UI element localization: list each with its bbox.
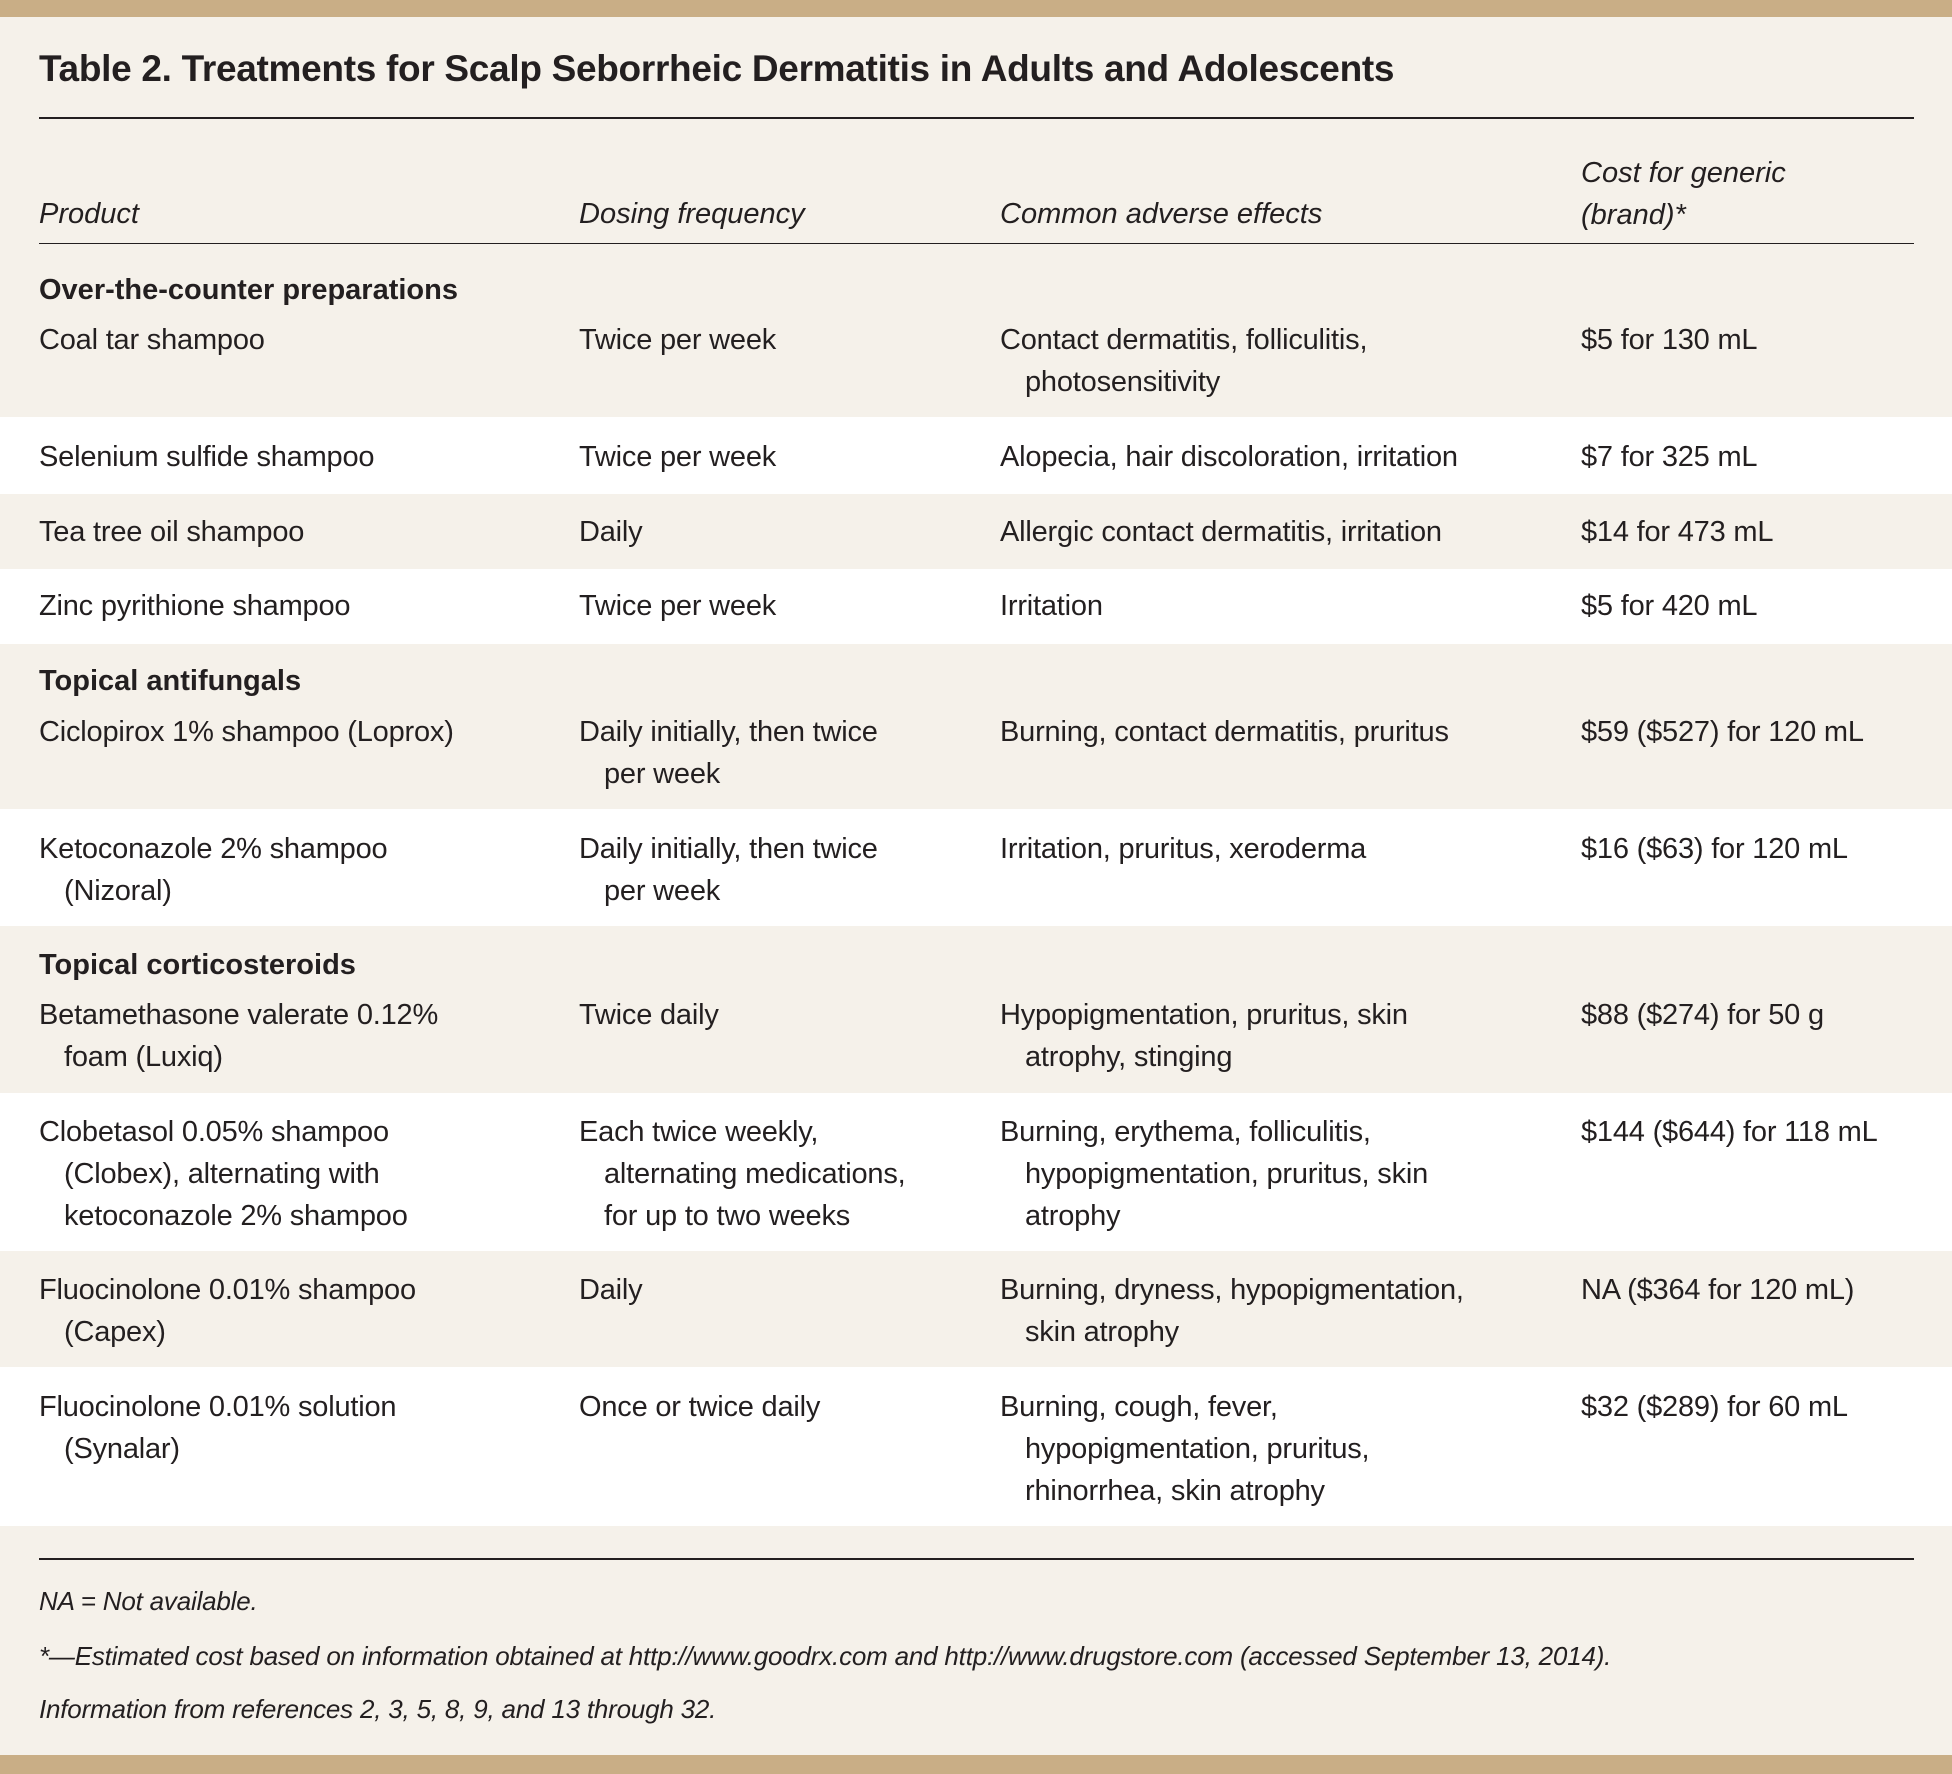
cell-line: (Clobex), alternating with [64, 1158, 380, 1190]
cell-product [39, 1111, 408, 1237]
table-title: Table 2. Treatments for Scalp Seborrheic Dermatitis in Adults and Adolescents [39, 48, 1395, 89]
header-cost-line2: (brand)* [1581, 199, 1686, 231]
cell-line: Ciclopirox 1% shampoo (Loprox) [39, 716, 454, 748]
cell-line: (Nizoral) [64, 875, 172, 907]
cell-line: $7 for 325 mL [1581, 441, 1758, 473]
cell-line: Burning, cough, fever, [1000, 1391, 1278, 1423]
cell-line: Each twice weekly, [579, 1116, 819, 1148]
cell-cost [1581, 1269, 1854, 1311]
cell-line: Twice daily [579, 999, 719, 1031]
cell-line: Twice per week [579, 324, 777, 356]
cell-line: $5 for 420 mL [1581, 590, 1758, 622]
section-header: Over-the-counter preparations [39, 274, 458, 306]
footnote-cost: *—Estimated cost based on information obtained at http://www.goodrx.com and http://www.drugstore.com (accessed September 13, 2014). [39, 1641, 1612, 1671]
cell-line: skin atrophy [1025, 1316, 1179, 1348]
cell-adverse [1000, 319, 1367, 403]
cell-line: $5 for 130 mL [1581, 324, 1758, 356]
cell-adverse [1000, 436, 1458, 478]
cell-line: Twice per week [579, 441, 777, 473]
cell-line: Twice per week [579, 590, 777, 622]
cell-line: Once or twice daily [579, 1391, 821, 1423]
cell-line: hypopigmentation, pruritus, [1025, 1433, 1370, 1465]
header-cost [1581, 152, 1786, 236]
cell-cost [1581, 585, 1757, 627]
footnote-na: NA = Not available. [39, 1586, 258, 1616]
cell-line: NA ($364 for 120 mL) [1581, 1274, 1855, 1306]
cell-line: (Capex) [64, 1316, 166, 1348]
cell-product [39, 828, 387, 912]
cell-line: $88 ($274) for 50 g [1581, 999, 1824, 1031]
footnote-references: Information from references 2, 3, 5, 8, 9, and 13 through 32. [39, 1694, 717, 1724]
cell-line: Fluocinolone 0.01% solution [39, 1391, 397, 1423]
cell-product [39, 994, 438, 1078]
cell-line: foam (Luxiq) [64, 1041, 223, 1073]
cell-line: Daily initially, then twice [579, 833, 878, 865]
cell-cost [1581, 511, 1773, 553]
header-dosing: Dosing frequency [579, 198, 805, 230]
cell-adverse [1000, 1386, 1369, 1512]
cell-dosing [579, 436, 776, 478]
footer-rule [39, 1558, 1914, 1560]
cell-product [39, 711, 454, 753]
cell-line: Daily [579, 1274, 643, 1306]
title-rule [39, 117, 1914, 119]
cell-dosing [579, 1111, 905, 1237]
cell-adverse [1000, 711, 1449, 753]
cell-line: (Synalar) [64, 1433, 180, 1465]
cell-product [39, 319, 265, 361]
cell-line: Burning, contact dermatitis, pruritus [1000, 716, 1449, 748]
cell-line: hypopigmentation, pruritus, skin [1025, 1158, 1429, 1190]
bottom-border-stripe [0, 1755, 1952, 1774]
cell-adverse [1000, 994, 1408, 1078]
header-adverse: Common adverse effects [1000, 198, 1323, 230]
cell-line: Hypopigmentation, pruritus, skin [1000, 999, 1408, 1031]
cell-product [39, 436, 374, 478]
cell-line: Tea tree oil shampoo [39, 516, 305, 548]
cell-line: Allergic contact dermatitis, irritation [1000, 516, 1442, 548]
cell-line: Burning, dryness, hypopigmentation, [1000, 1274, 1464, 1306]
cell-line: per week [604, 875, 721, 907]
cell-line: Daily initially, then twice [579, 716, 878, 748]
cell-adverse [1000, 828, 1366, 870]
cell-cost [1581, 436, 1757, 478]
cell-line: Ketoconazole 2% shampoo [39, 833, 388, 865]
cell-line: alternating medications, [604, 1158, 906, 1190]
cell-line: Zinc pyrithione shampoo [39, 590, 351, 622]
cell-product [39, 511, 304, 553]
cell-dosing [579, 711, 878, 795]
cell-line: Irritation [1000, 590, 1103, 622]
cell-dosing [579, 1269, 642, 1311]
cell-dosing [579, 585, 776, 627]
cell-line: Burning, erythema, folliculitis, [1000, 1116, 1371, 1148]
cell-line: Betamethasone valerate 0.12% [39, 999, 439, 1031]
cell-line: Irritation, pruritus, xeroderma [1000, 833, 1367, 865]
cell-cost [1581, 319, 1757, 361]
cell-dosing [579, 511, 642, 553]
cell-line: $32 ($289) for 60 mL [1581, 1391, 1848, 1423]
cell-line: for up to two weeks [604, 1200, 851, 1232]
cell-line: Selenium sulfide shampoo [39, 441, 375, 473]
cell-adverse [1000, 511, 1442, 553]
cell-line: Contact dermatitis, folliculitis, [1000, 324, 1368, 356]
cell-cost [1581, 1111, 1878, 1153]
cell-product [39, 585, 350, 627]
cell-line: Clobetasol 0.05% shampoo [39, 1116, 389, 1148]
cell-dosing [579, 1386, 820, 1428]
cell-cost [1581, 711, 1864, 753]
cell-line: atrophy, stinging [1025, 1041, 1233, 1073]
cell-line: ketoconazole 2% shampoo [64, 1200, 408, 1232]
header-product: Product [39, 198, 139, 230]
cell-line: Fluocinolone 0.01% shampoo [39, 1274, 416, 1306]
cell-adverse [1000, 585, 1103, 627]
cell-line: Alopecia, hair discoloration, irritation [1000, 441, 1458, 473]
cell-line: Coal tar shampoo [39, 324, 265, 356]
cell-cost [1581, 1386, 1848, 1428]
cell-cost [1581, 994, 1824, 1036]
cell-product [39, 1269, 416, 1353]
cell-dosing [579, 828, 878, 912]
cell-cost [1581, 828, 1848, 870]
cell-line: $14 for 473 mL [1581, 516, 1774, 548]
cell-dosing [579, 994, 719, 1036]
header-cost-line1: Cost for generic [1581, 157, 1786, 189]
cell-line: per week [604, 758, 721, 790]
section-header: Topical corticosteroids [39, 949, 356, 981]
cell-line: atrophy [1025, 1200, 1121, 1232]
cell-line: rhinorrhea, skin atrophy [1025, 1475, 1325, 1507]
cell-line: $144 ($644) for 118 mL [1581, 1116, 1878, 1148]
cell-dosing [579, 319, 776, 361]
cell-adverse [1000, 1111, 1428, 1237]
cell-line: $59 ($527) for 120 mL [1581, 716, 1864, 748]
cell-product [39, 1386, 396, 1470]
section-header: Topical antifungals [39, 665, 302, 697]
cell-line: photosensitivity [1025, 366, 1221, 398]
top-border-stripe [0, 0, 1952, 17]
cell-line: $16 ($63) for 120 mL [1581, 833, 1848, 865]
cell-line: Daily [579, 516, 643, 548]
cell-adverse [1000, 1269, 1464, 1353]
